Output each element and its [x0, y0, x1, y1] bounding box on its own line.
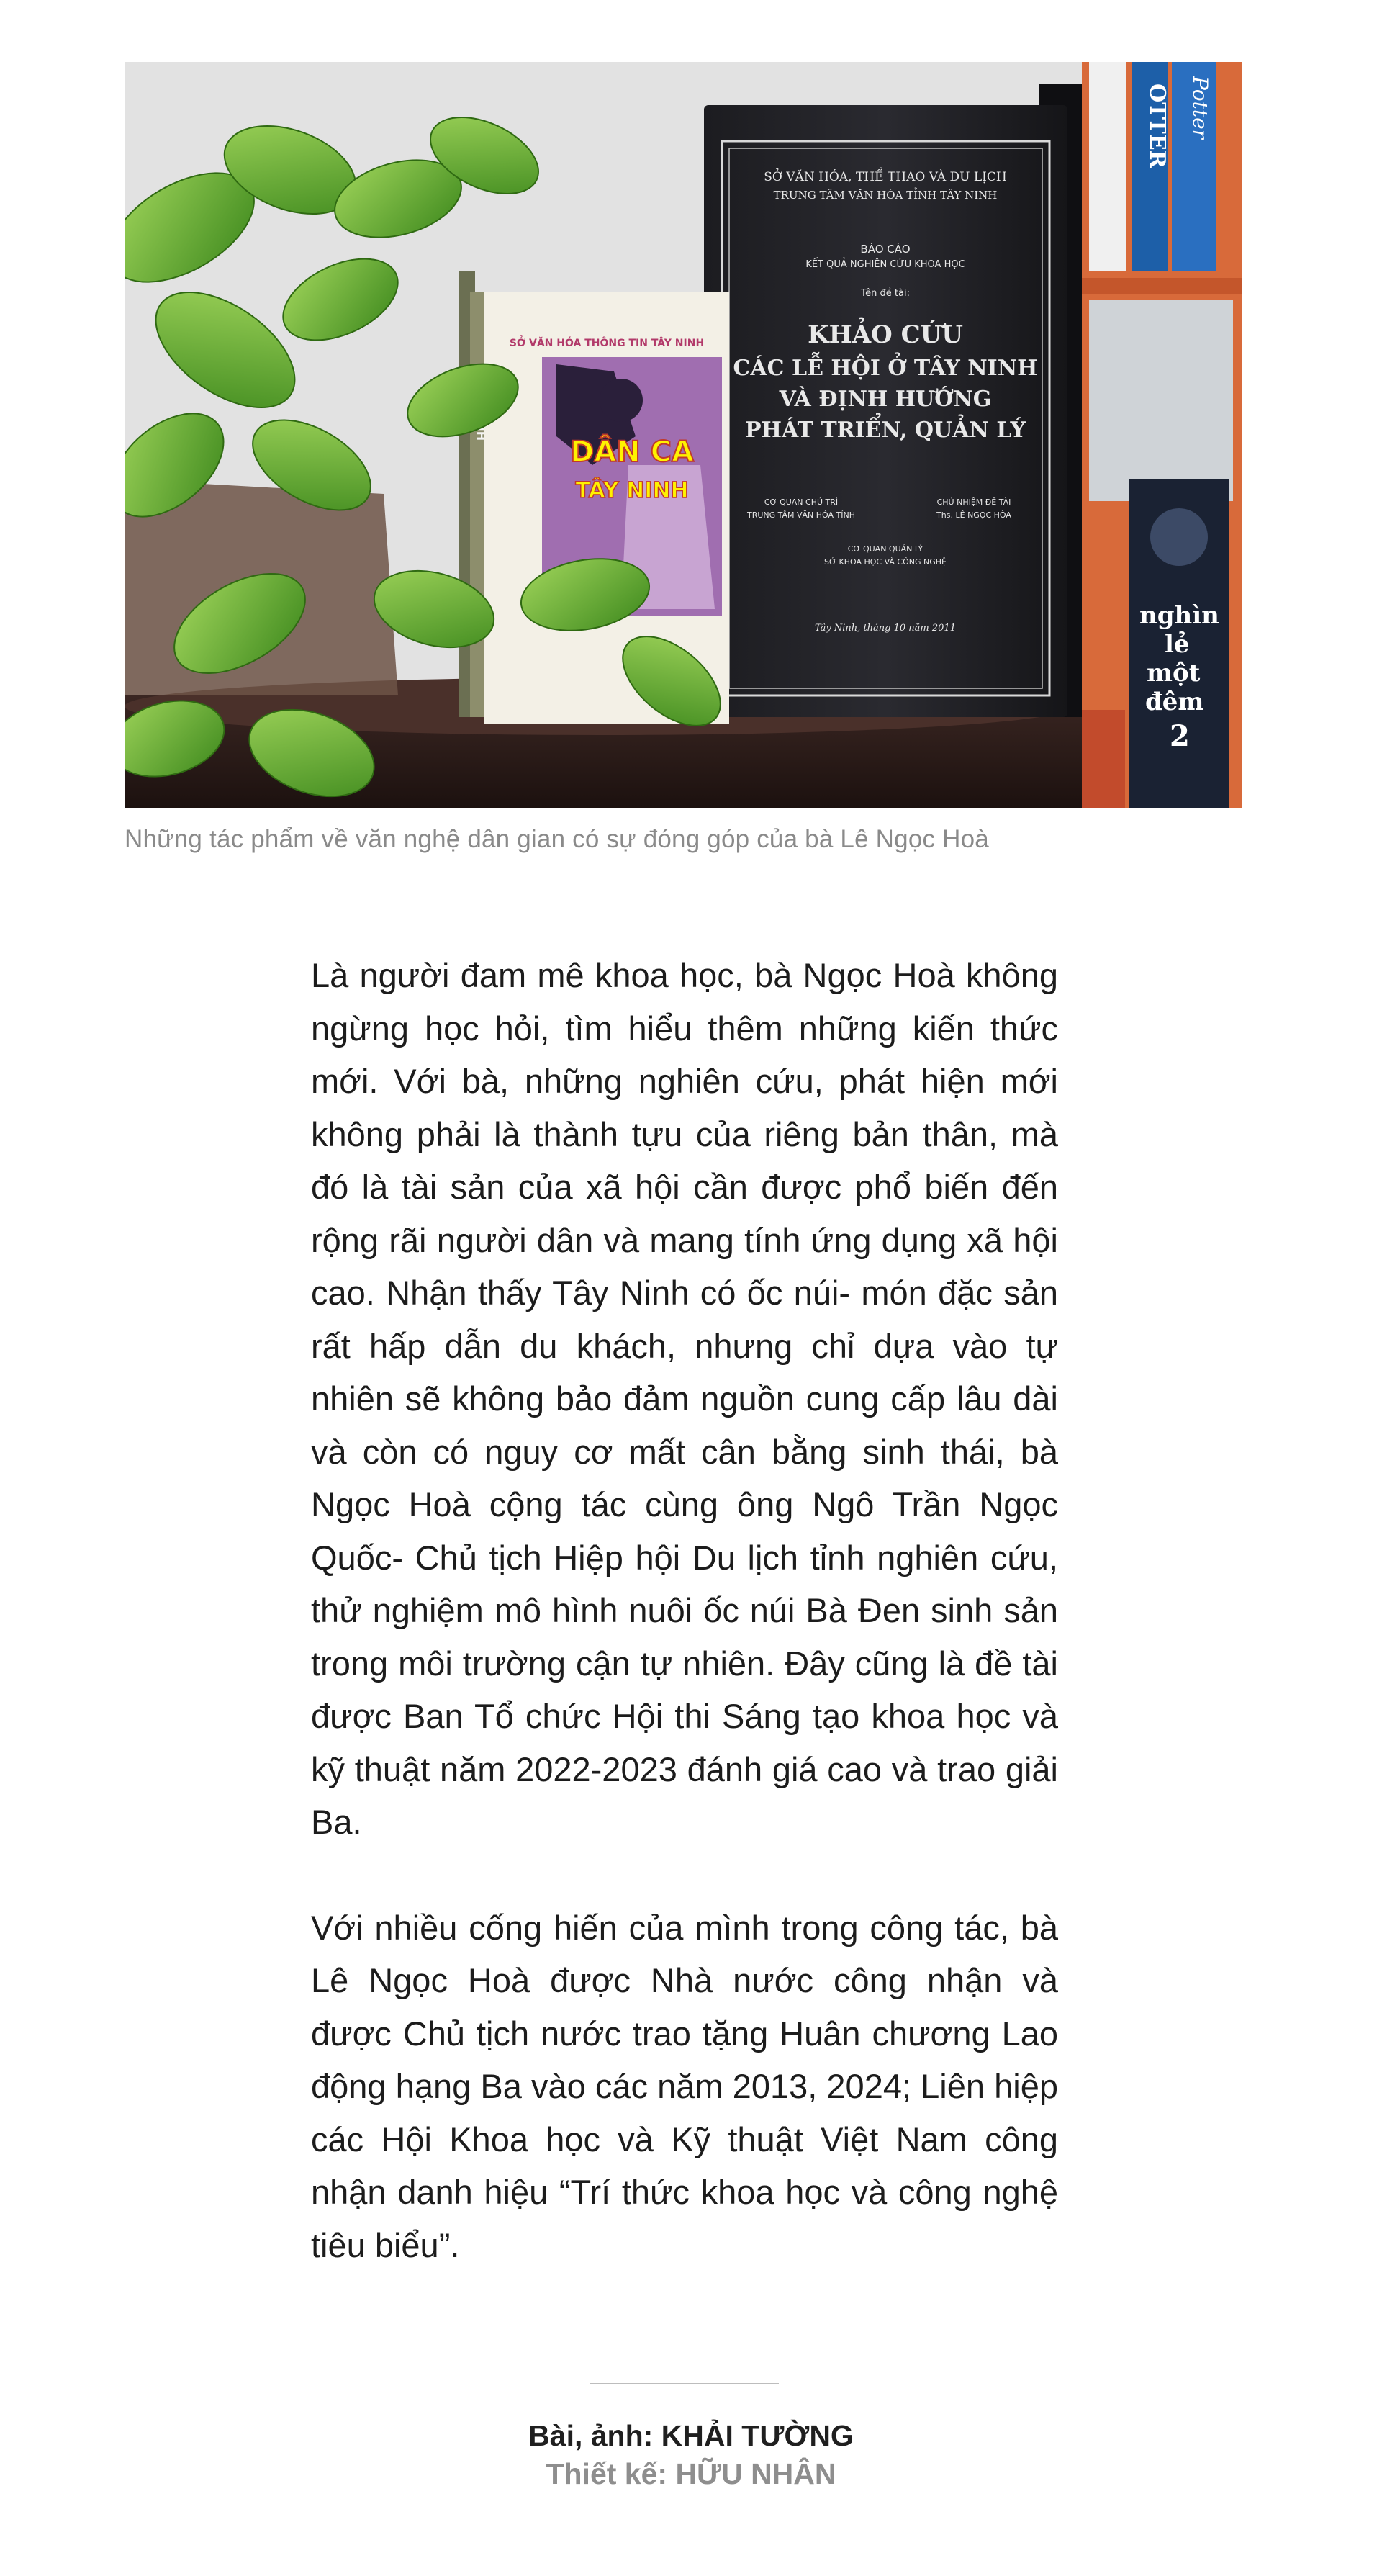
book-white-publisher: SỞ VĂN HÓA THÔNG TIN TÂY NINH — [509, 338, 705, 349]
spine-text-1: OTTER — [1144, 84, 1170, 168]
article-photo — [125, 62, 1242, 808]
book-white-title1: DÂN CA — [570, 436, 694, 469]
credits-divider — [590, 2383, 779, 2384]
book-black-left-b: TRUNG TÂM VĂN HÓA TỈNH — [746, 510, 856, 520]
shelf-book-title-1: nghìn — [1139, 601, 1219, 630]
book-white-title2: TÂY NINH — [575, 478, 689, 503]
spine-text-2: Potter — [1188, 76, 1212, 140]
book-black-topic: Tên đề tài: — [861, 288, 910, 299]
book-black-left-a: CƠ QUAN CHỦ TRÌ — [764, 497, 839, 507]
book-black-mgmt-b: SỞ KHOA HỌC VÀ CÔNG NGHỆ — [823, 557, 947, 567]
article-paragraph-1: Là người đam mê khoa học, bà Ngọc Hoà không ngừng học hỏi, tìm hiểu thêm những kiến thức mới. Với bà, những nghiên cứu, phát hiện mới không phải là thành tựu của riêng bản thân, mà đó là tài sản của xã hội cần được phổ biến đến rộng rãi người dân và mang tính ứng dụng xã hội cao. Nhận thấy Tây Ninh có ốc núi- món đặc sản rất hấp dẫn du khách, nhưng chỉ dựa vào tự nhiên sẽ không bảo đảm nguồn cung cấp lâu dài và còn có nguy cơ mất cân bằng sinh thái, bà Ngọc Hoà cộng tác cùng ông Ngô Trần Ngọc Quốc- Chủ tịch Hiệp hội Du lịch tỉnh nghiên cứu, thử nghiệm mô hình nuôi ốc núi Bà Đen sinh sản trong môi trường cận tự nhiên. Đây cũng là đề tài được Ban Tổ chức Hội thi Sáng tạo khoa học và kỹ thuật năm 2022-2023 đánh giá cao và trao giải Ba. — [311, 956, 1058, 1841]
book-black-date: Tây Ninh, tháng 10 năm 2011 — [815, 623, 956, 634]
article-body — [311, 949, 1058, 2271]
article-paragraph-2: Với nhiều cống hiến của mình trong công tác, bà Lê Ngọc Hoà được Nhà nước công nhận và được Chủ tịch nước trao tặng Huân chương Lao động hạng Ba vào các năm 2013, 2024; Liên hiệp các Hội Khoa học và Kỹ thuật Việt Nam công nhận danh hiệu “Trí thức khoa học và công nghệ tiêu biểu”. — [311, 1908, 1058, 2264]
book-black-mgmt-a: CƠ QUAN QUẢN LÝ — [847, 544, 923, 554]
book-black-right-a: CHỦ NHIỆM ĐỀ TÀI — [936, 497, 1011, 507]
book-black-title3: VÀ ĐỊNH HƯỚNG — [779, 387, 992, 412]
photo-books-plant-illustration — [125, 62, 1242, 808]
design-credit: Thiết kế: HỮU NHÂN — [546, 2457, 836, 2490]
book-black-title4: PHÁT TRIỂN, QUẢN LÝ — [745, 418, 1026, 443]
author-credit: Bài, ảnh: KHẢI TƯỜNG — [528, 2419, 854, 2452]
book-black — [704, 84, 1082, 717]
book-black-title2: CÁC LỄ HỘI Ở TÂY NINH — [733, 356, 1038, 381]
shelf-book-title-4: đêm — [1145, 688, 1204, 716]
shelf-book-title-2: lẻ — [1165, 630, 1190, 659]
shelf-book-title-3: một — [1147, 659, 1201, 688]
book-black-right-b: Ths. LÊ NGỌC HÒA — [936, 510, 1011, 520]
book-black-line2: TRUNG TÂM VĂN HÓA TỈNH TÂY NINH — [773, 189, 998, 202]
book-black-report-sub: KẾT QUẢ NGHIÊN CỨU KHOA HỌC — [805, 259, 965, 270]
photo-caption: Những tác phẩm về văn nghệ dân gian có sự đóng góp của bà Lê Ngọc Hoà — [125, 825, 989, 853]
book-black-line1: SỞ VĂN HÓA, THỂ THAO VÀ DU LỊCH — [764, 170, 1007, 184]
book-black-report: BÁO CÁO — [860, 243, 911, 256]
book-black-title1: KHẢO CỨU — [808, 320, 963, 349]
shelf-book-title-5: 2 — [1170, 719, 1190, 753]
